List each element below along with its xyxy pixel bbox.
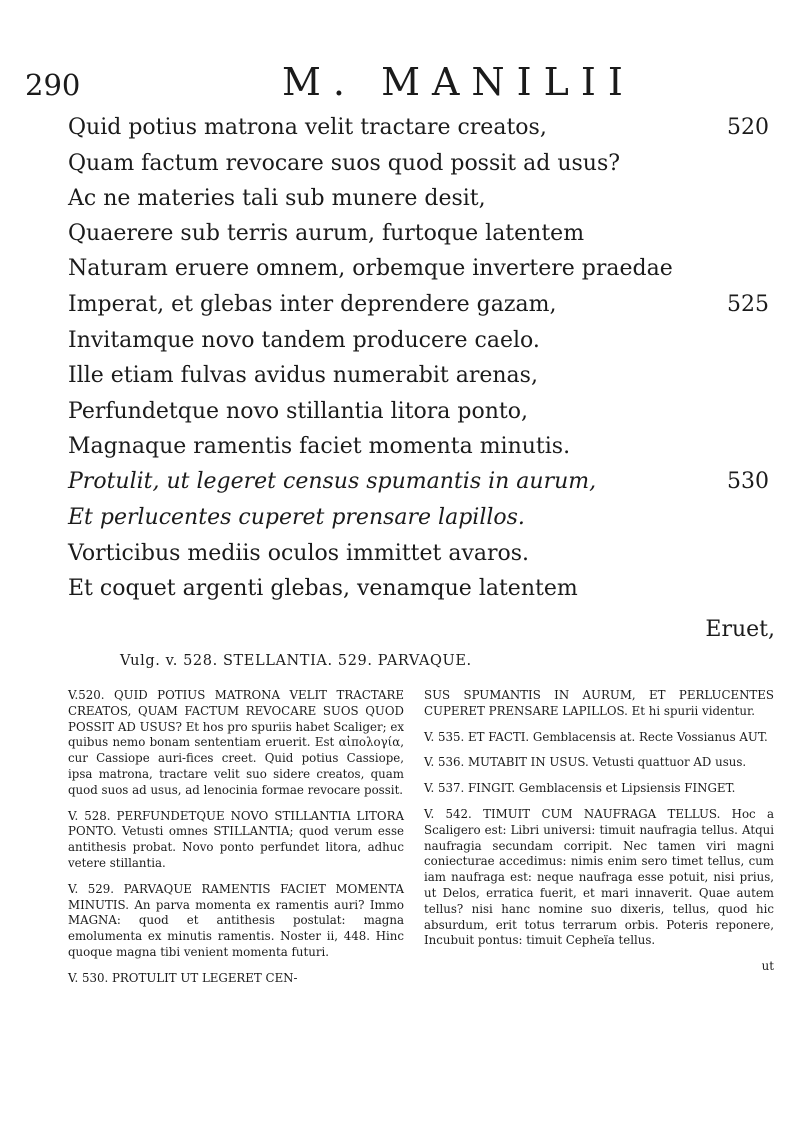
verse-line: Invitamque novo tandem producere caelo. [68, 328, 540, 353]
commentary-note: V. 542. TIMUIT CUM NAUFRAGA TELLUS. Hoc a Scaligero est: Libri universi: timuit naufragia tellus. Atqui naufragia secundam corripit. Nec tamen viri magni coniecturae accedimus: nimis enim sero timet tellus, cum iam naufraga est: neque naufraga esse potuit, nisi prius, ut Delos, erratica fuerit, et mari innaverit. Quae autem tellus? nisi hanc nomine suo dixeris, tellus, quod hic absurdum, erit totus terrarum orbis. Poteris reponere, Incubuit pontus: timuit Cepheïa tellus. [424, 806, 774, 948]
verse-line: Et perlucentes cuperet prensare lapillos. [68, 505, 525, 530]
verse-line: Perfundetque novo stillantia litora ponto, [68, 399, 528, 424]
commentary-catchword: ut [761, 959, 774, 974]
verse-line: Naturam eruere omnem, orbemque invertere praedae [68, 256, 673, 281]
verse-line: Protulit, ut legeret census spumantis in aurum, [68, 469, 597, 494]
commentary-note: V. 530. PROTULIT UT LEGERET CEN- [68, 970, 298, 985]
verse-line: Quaerere sub terris aurum, furtoque latentem [68, 221, 585, 246]
verse-line: Ille etiam fulvas avidus numerabit arenas, [68, 363, 538, 388]
commentary-note: SUS SPUMANTIS IN AURUM, ET PERLUCENTES CUPERET PRENSARE LAPILLOS. Et hi spurii videntur. [424, 688, 774, 718]
commentary-note: V. 536. MUTABIT IN USUS. Vetusti quattuor AD usus. [424, 755, 747, 770]
commentary-note: V. 535. ET FACTI. Gemblacensis at. Recte Vossianus AUT. [424, 729, 768, 744]
catchword: Eruet, [705, 617, 775, 642]
verse-line: Et coquet argenti glebas, venamque latentem [68, 576, 578, 601]
verse-line: Vorticibus mediis oculos immittet avaros. [68, 541, 530, 566]
vulgate-note: Vulg. v. 528. STELLANTIA. 529. PARVAQUE. [120, 653, 472, 669]
commentary-right-column [424, 688, 774, 975]
commentary-left-column [68, 688, 404, 997]
commentary-note: V. 537. FINGIT. Gemblacensis et Lipsiensis FINGET. [424, 781, 736, 796]
verse-line: Quam factum revocare suos quod possit ad usus? [68, 151, 621, 176]
running-title: M. MANILII [282, 60, 635, 104]
verse-line: Ac ne materies tali sub munere desit, [68, 186, 486, 211]
line-number: 520 [727, 115, 769, 140]
commentary-note: V. 529. PARVAQUE RAMENTIS FACIET MOMENTA MINUTIS. An parva momenta ex ramentis auri? Immo MAGNA: quod et antithesis postulat: magna emolumenta ex minutis ramentis. Noster ii, 448. Hinc quoque magna tibi venient momenta futuri. [68, 881, 404, 959]
commentary-note: V. 528. PERFUNDETQUE NOVO STILLANTIA LITORA PONTO. Vetusti omnes STILLANTIA; quod verum esse antithesis probat. Novo ponto perfundet litora, adhuc vetere stillantia. [68, 808, 404, 870]
page-number: 290 [25, 68, 81, 102]
verse-line: Magnaque ramentis faciet momenta minutis. [68, 434, 571, 459]
verse-line: Quid potius matrona velit tractare creatos, [68, 115, 547, 140]
line-number: 530 [727, 469, 769, 494]
line-number: 525 [727, 292, 769, 317]
verse-line: Imperat, et glebas inter deprendere gazam, [68, 292, 557, 317]
commentary-note: V.520. QUID POTIUS MATRONA VELIT TRACTARE CREATOS, QUAM FACTUM REVOCARE SUOS QUOD POSSIT AD USUS? Et hos pro spuriis habet Scaliger; ex quibus nemo bonam sententiam eruerit. Est αἰπολογία, cur Cassiope auri-fices creet. Quid potius Cassiope, ipsa matrona, tractare velit suo sidere creatos, quam quod suos ad usus, ad lenocinia formae revocare possit. [68, 688, 404, 797]
